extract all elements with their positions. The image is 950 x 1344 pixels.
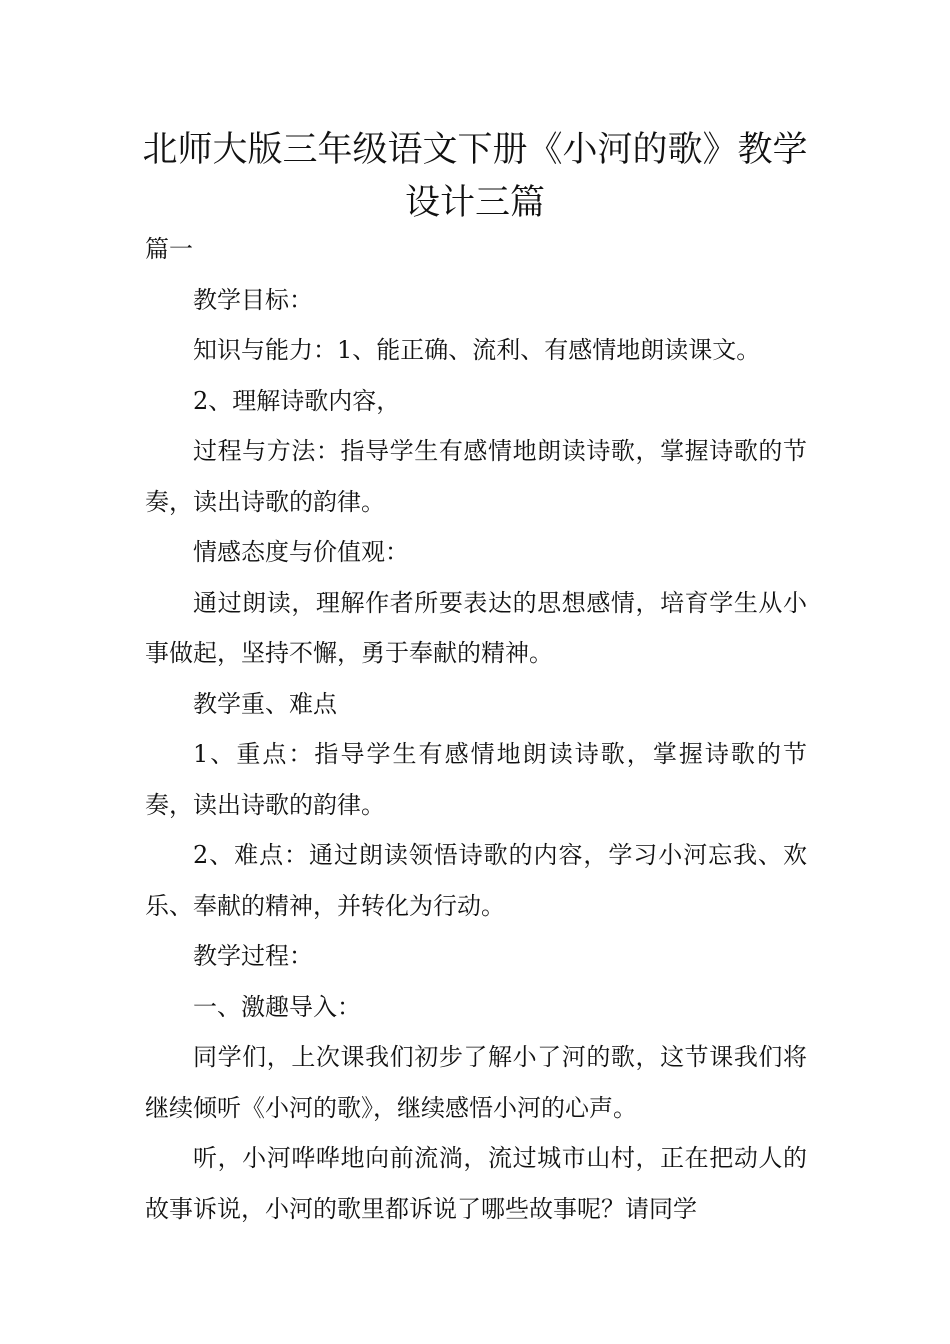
paragraph: 2、难点：通过朗读领悟诗歌的内容，学习小河忘我、欢乐、奉献的精神，并转化为行动。 bbox=[145, 841, 807, 920]
paragraph: 2、理解诗歌内容， bbox=[193, 386, 401, 415]
section-heading: 篇一 bbox=[145, 235, 193, 263]
paragraph: 教学目标： bbox=[193, 285, 313, 314]
paragraph: 通过朗读，理解作者所要表达的思想感情，培育学生从小事做起，坚持不懈，勇于奉献的精神。 bbox=[145, 588, 807, 667]
paragraph: 知识与能力：1、能正确、流利、有感情地朗读课文。 bbox=[193, 336, 761, 364]
paragraph: 情感态度与价值观： bbox=[193, 538, 409, 566]
paragraph: 教学重、难点 bbox=[193, 689, 337, 718]
paragraph: 同学们，上次课我们初步了解小了河的歌，这节课我们将继续倾听《小河的歌》，继续感悟小河的心声。 bbox=[145, 1043, 807, 1122]
paragraph: 过程与方法：指导学生有感情地朗读诗歌，掌握诗歌的节奏，读出诗歌的韵律。 bbox=[145, 437, 807, 516]
paragraph: 听，小河哗哗地向前流淌，流过城市山村，正在把动人的故事诉说，小河的歌里都诉说了哪些故事呢？请同学 bbox=[145, 1144, 807, 1223]
document-title: 北师大版三年级语文下册《小河的歌》教学设计三篇 bbox=[142, 130, 808, 223]
paragraph: 教学过程： bbox=[193, 942, 313, 970]
document-body bbox=[145, 224, 807, 1234]
paragraph: 1、重点：指导学生有感情地朗读诗歌，掌握诗歌的节奏，读出诗歌的韵律。 bbox=[145, 740, 807, 819]
paragraph: 一、激趣导入： bbox=[193, 992, 361, 1021]
